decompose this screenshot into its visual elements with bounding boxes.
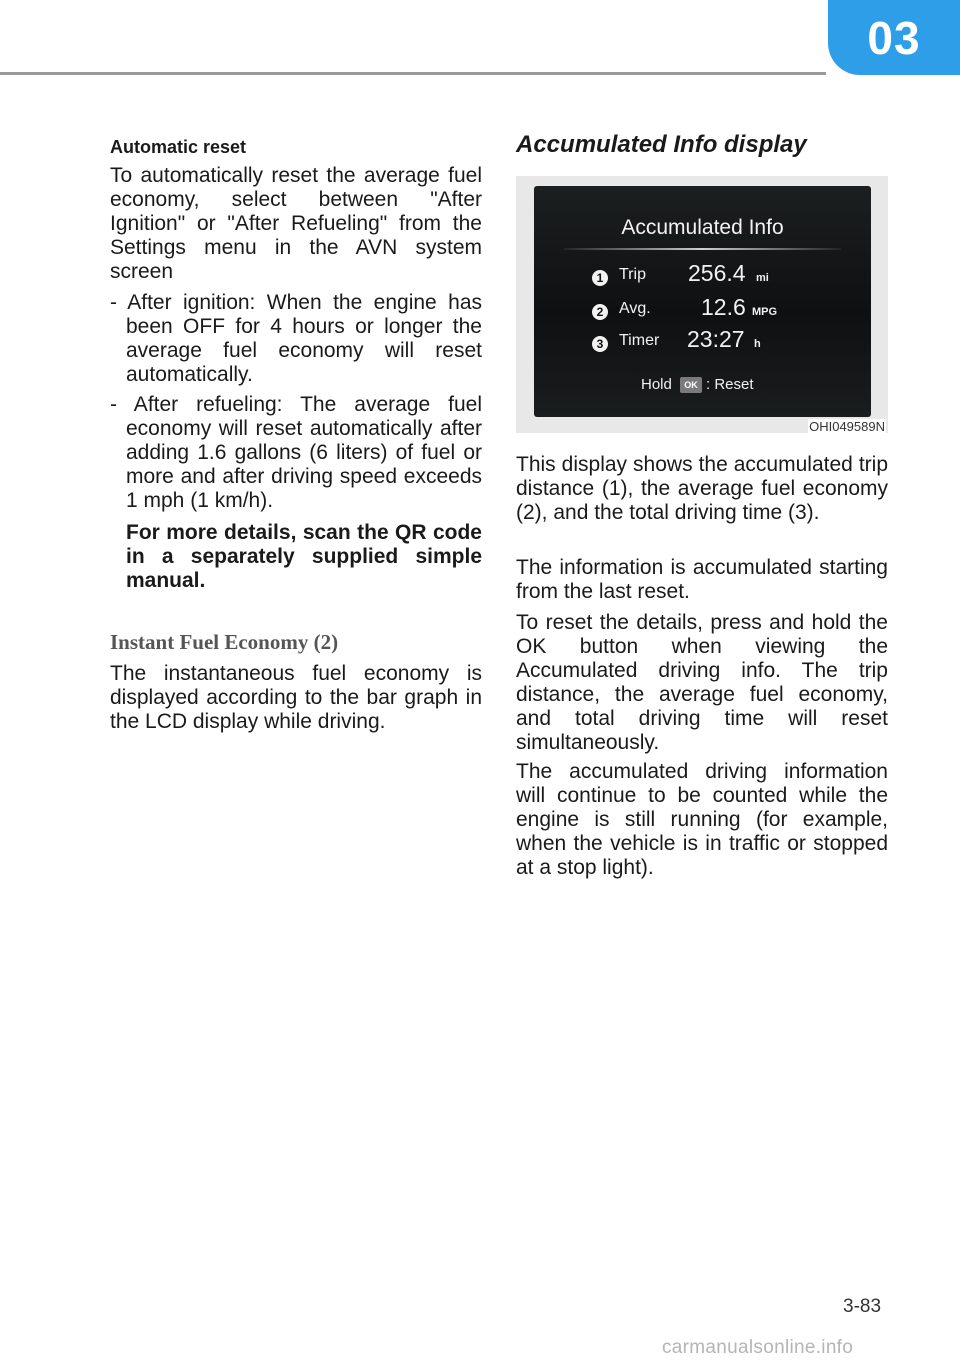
ok-button-icon: OK	[680, 377, 702, 393]
paragraph-display-shows: This display shows the accumulated trip distance (1), the average fuel economy (2), and the total driving time (3).	[516, 453, 888, 524]
qr-note: For more details, scan the QR code in a separately supplied simple manual.	[126, 521, 482, 592]
number-1-icon: 1	[592, 270, 608, 286]
figure-code: OHI049589N	[809, 419, 885, 434]
avg-value: 12.6	[701, 294, 746, 320]
bullet-after-ignition: - After ignition: When the engine has been OFF for 4 hours or longer the average fuel economy will reset automatically.	[110, 291, 482, 386]
number-3-icon: 3	[592, 336, 608, 352]
trip-label: Trip	[619, 266, 646, 283]
reset-label: : Reset	[706, 376, 754, 393]
header-rule	[0, 72, 826, 75]
trip-value: 256.4	[688, 260, 746, 286]
instant-fuel-economy-text: The instantaneous fuel economy is displayed according to the bar graph in the LCD display while driving.	[110, 662, 482, 733]
automatic-reset-intro: To automatically reset the average fuel economy, select between "After Ignition" or "After Refueling" from the Settings menu in the AVN system screen	[110, 164, 482, 283]
bullet-after-refueling: - After refueling: The average fuel economy will reset automatically after adding 1.6 gallons (6 liters) of fuel or more and after driving speed exceeds 1 mph (1 km/h).	[110, 393, 482, 512]
trip-unit: mi	[756, 272, 769, 284]
chapter-tab: 03	[828, 0, 960, 75]
trip-row	[592, 260, 852, 294]
accumulated-info-heading: Accumulated Info display	[516, 131, 807, 158]
hold-label: Hold	[641, 376, 672, 393]
paragraph-accumulated-start: The information is accumulated starting from the last reset.	[516, 556, 888, 603]
timer-value: 23:27	[687, 326, 745, 352]
timer-row	[592, 326, 852, 360]
timer-unit: h	[754, 338, 761, 350]
avg-unit: MPG	[752, 306, 778, 318]
cluster-screen	[534, 186, 871, 417]
avg-row	[592, 294, 852, 328]
title-divider	[564, 248, 841, 250]
number-2-icon: 2	[592, 304, 608, 320]
page-number: 3-83	[843, 1296, 882, 1317]
watermark: carmanualsonline.info	[662, 1337, 854, 1358]
timer-label: Timer	[619, 332, 660, 349]
paragraph-reset-details: To reset the details, press and hold the OK button when viewing the Accumulated driving info. The trip distance, the average fuel economy, and total driving time will reset simultaneously.	[516, 611, 888, 754]
avg-label: Avg.	[619, 300, 651, 317]
instant-fuel-economy-heading: Instant Fuel Economy (2)	[110, 630, 339, 654]
screen-title: Accumulated Info	[621, 216, 784, 239]
automatic-reset-heading: Automatic reset	[110, 137, 247, 157]
accumulated-info-figure	[516, 176, 888, 433]
paragraph-continue-counting: The accumulated driving information will continue to be counted while the engine is still running (for example, when the vehicle is in traffic or stopped at a stop light).	[516, 760, 888, 879]
